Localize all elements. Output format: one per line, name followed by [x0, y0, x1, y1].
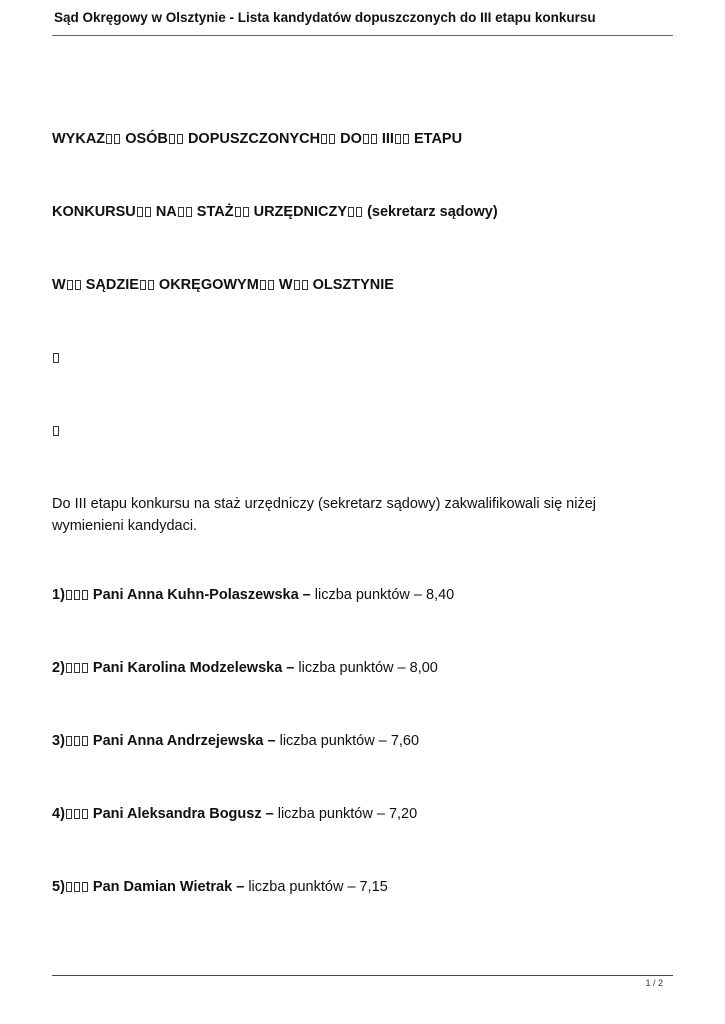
candidate-name: Pani Karolina Modzelewska – [92, 660, 295, 676]
heading-word: OSÓB [125, 131, 168, 147]
heading-word: OLSZTYNIE [312, 277, 394, 293]
heading-word: DO [340, 131, 362, 147]
missing-glyph-icon [169, 134, 175, 144]
heading-word: KONKURSU [52, 204, 136, 220]
missing-glyph-icon [395, 134, 401, 144]
missing-glyph-icon [186, 207, 192, 217]
missing-glyph-icon [74, 590, 80, 600]
candidate-number: 5) [52, 879, 65, 895]
footer-divider [52, 975, 673, 976]
heading-word: URZĘDNICZY [253, 204, 348, 220]
missing-glyph-icon [53, 353, 59, 363]
candidate-number: 4) [52, 806, 65, 822]
candidate-score: liczba punktów – 7,20 [277, 806, 418, 822]
missing-glyph-icon [82, 736, 88, 746]
candidate-name: Pani Aleksandra Bogusz – [92, 806, 274, 822]
missing-glyph-icon [82, 809, 88, 819]
missing-glyph-icon [66, 736, 72, 746]
missing-glyph-icon [67, 280, 73, 290]
missing-glyph-icon [137, 207, 143, 217]
empty-paragraph-marker [52, 422, 60, 440]
missing-glyph-icon [53, 426, 59, 436]
heading-word: III [381, 131, 394, 147]
missing-glyph-icon [302, 280, 308, 290]
missing-glyph-icon [74, 809, 80, 819]
heading-word: WYKAZ [52, 131, 106, 147]
page-number: 1 / 2 [645, 978, 663, 988]
missing-glyph-icon [321, 134, 327, 144]
heading-word: NA [155, 204, 177, 220]
candidate-item [52, 732, 419, 750]
candidate-number: 1) [52, 587, 65, 603]
candidate-number: 3) [52, 733, 65, 749]
candidate-item [52, 586, 454, 604]
missing-glyph-icon [82, 882, 88, 892]
missing-glyph-icon [356, 207, 362, 217]
missing-glyph-icon [268, 280, 274, 290]
candidate-item [52, 805, 417, 823]
missing-glyph-icon [66, 590, 72, 600]
heading-line-2 [52, 203, 498, 221]
heading-word: W [278, 277, 293, 293]
missing-glyph-icon [177, 134, 183, 144]
page-header-title: Sąd Okręgowy w Olsztynie - Lista kandydatów dopuszczonych do III etapu konkursu [54, 10, 596, 25]
missing-glyph-icon [74, 736, 80, 746]
heading-word: W [52, 277, 66, 293]
missing-glyph-icon [140, 280, 146, 290]
heading-word: ETAPU [414, 131, 463, 147]
missing-glyph-icon [75, 280, 81, 290]
missing-glyph-icon [403, 134, 409, 144]
candidate-item [52, 878, 388, 896]
heading-word: (sekretarz sądowy) [367, 204, 498, 220]
heading-line-1 [52, 130, 462, 148]
candidate-item [52, 659, 438, 677]
intro-paragraph: Do III etapu konkursu na staż urzędniczy (sekretarz sądowy) zakwalifikowali się niżej wymienieni kandydaci. [52, 496, 596, 534]
missing-glyph-icon [363, 134, 369, 144]
candidate-score: liczba punktów – 8,00 [298, 660, 438, 676]
header-divider [52, 35, 673, 36]
missing-glyph-icon [243, 207, 249, 217]
missing-glyph-icon [294, 280, 300, 290]
missing-glyph-icon [178, 207, 184, 217]
missing-glyph-icon [260, 280, 266, 290]
missing-glyph-icon [66, 809, 72, 819]
empty-paragraph-marker [52, 349, 60, 367]
candidate-number: 2) [52, 660, 65, 676]
missing-glyph-icon [148, 280, 154, 290]
heading-word: SĄDZIE [85, 277, 139, 293]
missing-glyph-icon [66, 882, 72, 892]
heading-word: DOPUSZCZONYCH [187, 131, 321, 147]
missing-glyph-icon [82, 663, 88, 673]
candidate-score: liczba punktów – 7,60 [279, 733, 420, 749]
candidate-name: Pani Anna Kuhn-Polaszewska – [92, 587, 311, 603]
candidate-name: Pan Damian Wietrak – [92, 879, 245, 895]
missing-glyph-icon [74, 882, 80, 892]
heading-word: STAŻ [196, 204, 234, 220]
missing-glyph-icon [66, 663, 72, 673]
missing-glyph-icon [371, 134, 377, 144]
missing-glyph-icon [82, 590, 88, 600]
heading-line-3 [52, 276, 394, 294]
candidate-score: liczba punktów – 7,15 [248, 879, 388, 895]
missing-glyph-icon [106, 134, 112, 144]
missing-glyph-icon [329, 134, 335, 144]
missing-glyph-icon [114, 134, 120, 144]
missing-glyph-icon [145, 207, 151, 217]
missing-glyph-icon [74, 663, 80, 673]
missing-glyph-icon [348, 207, 354, 217]
heading-word: OKRĘGOWYM [158, 277, 259, 293]
candidate-score: liczba punktów – 8,40 [314, 587, 455, 603]
missing-glyph-icon [235, 207, 241, 217]
candidate-name: Pani Anna Andrzejewska – [92, 733, 276, 749]
